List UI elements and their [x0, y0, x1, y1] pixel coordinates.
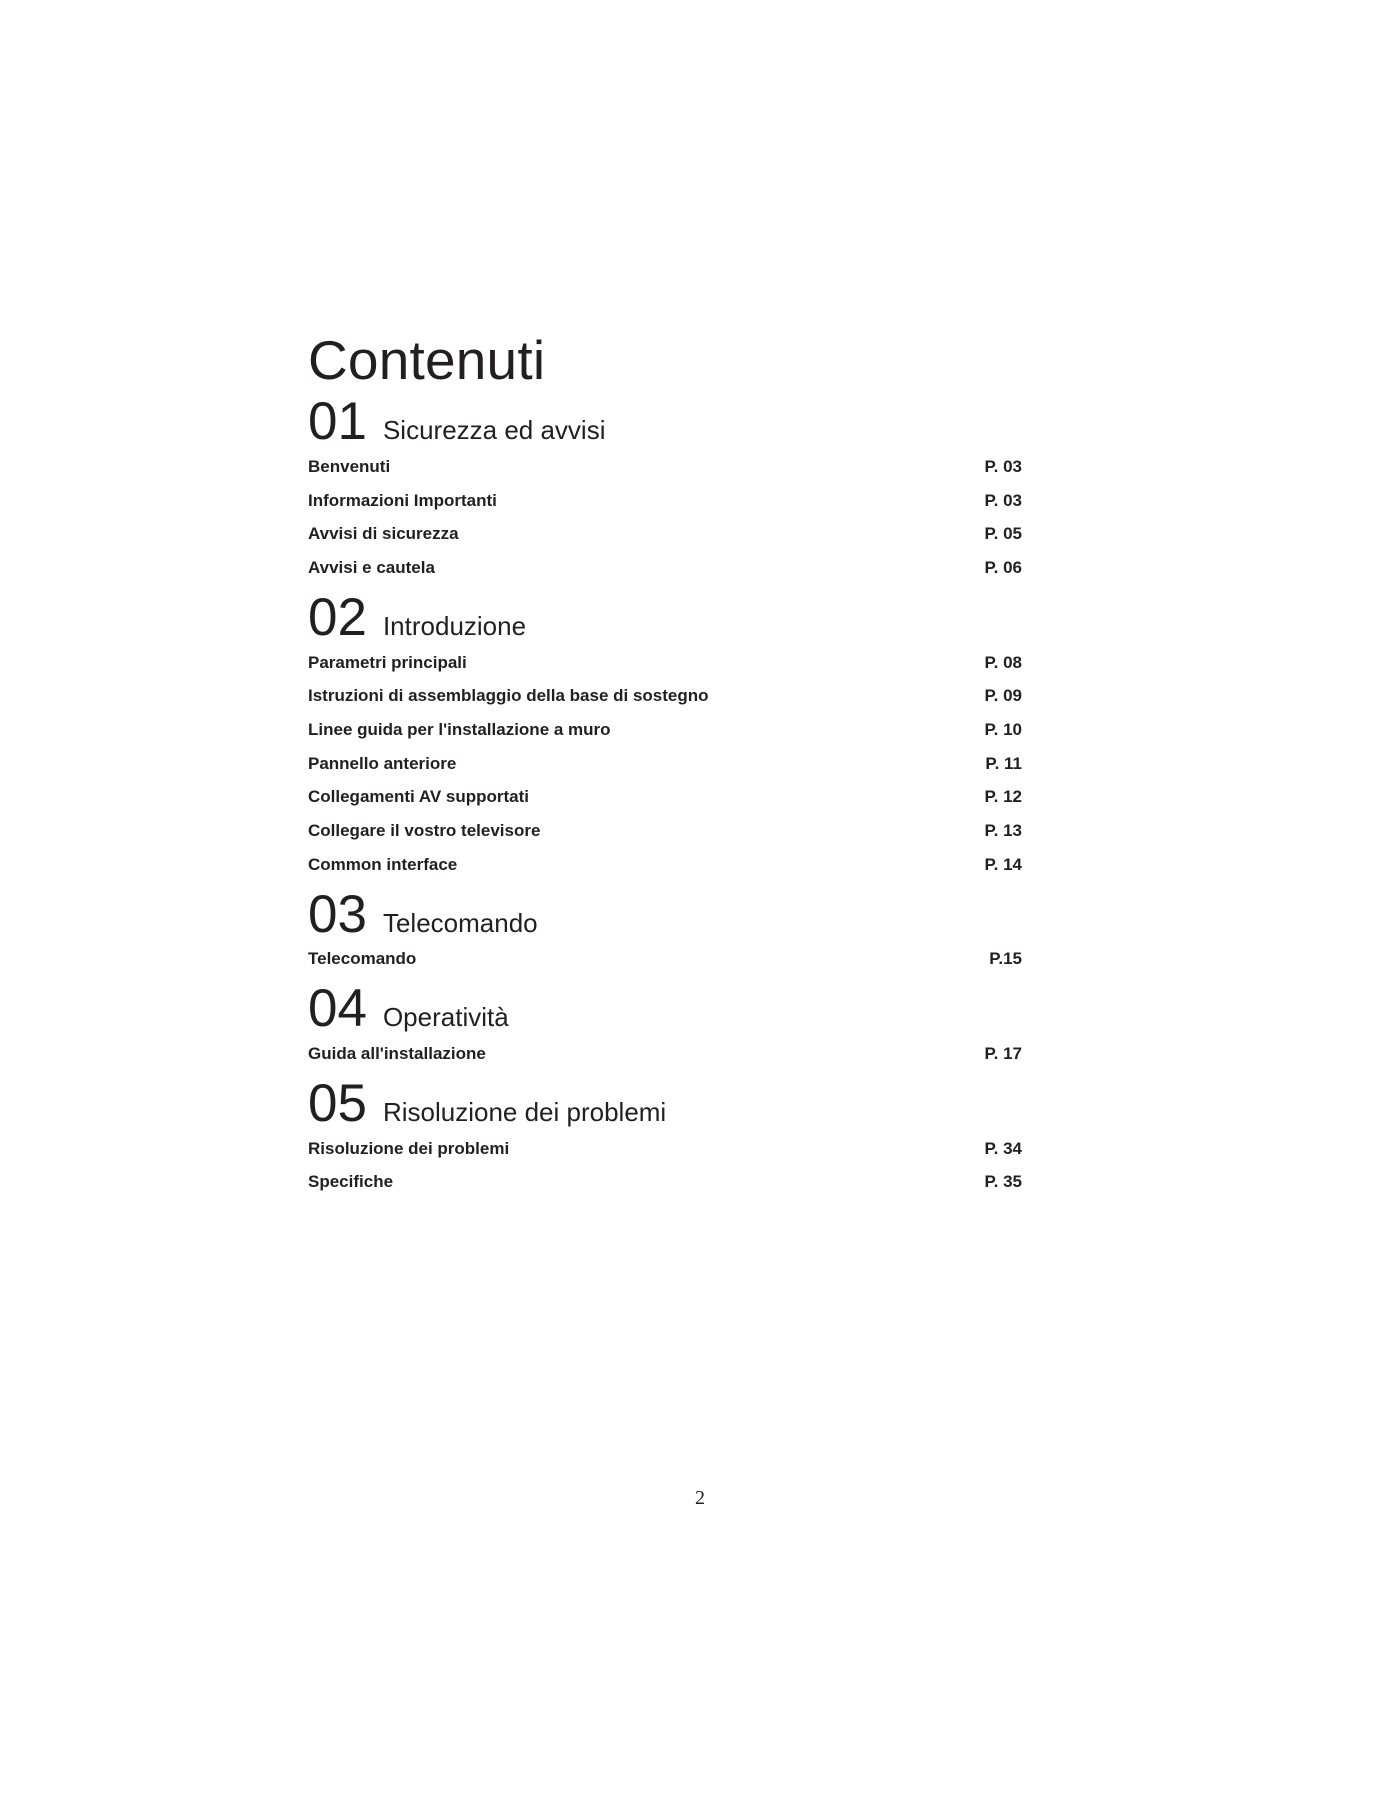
toc-entry-label: Avvisi e cautela: [308, 557, 435, 577]
toc-entry[interactable]: [308, 679, 1022, 713]
toc-entry-page: P. 35: [984, 1172, 1022, 1192]
toc-entry-page: P. 05: [984, 524, 1022, 544]
toc-entry-page: P. 11: [985, 753, 1022, 773]
section-title: Introduzione: [382, 610, 527, 641]
toc-entry-label: Guida all'installazione: [308, 1044, 486, 1064]
toc-entry[interactable]: [308, 551, 1022, 585]
section-heading: [308, 981, 1022, 1037]
toc-entry-page: P. 06: [984, 557, 1022, 577]
toc-sections: [308, 394, 1022, 1199]
section-heading: [308, 884, 1022, 944]
toc-entry[interactable]: [308, 747, 1022, 781]
toc-entry-label: Collegamenti AV supportati: [308, 787, 530, 807]
toc-entry-label: Specifiche: [308, 1172, 394, 1192]
toc-section-02: [308, 587, 1022, 882]
toc-entry[interactable]: [308, 517, 1022, 551]
section-title: Sicurezza ed avvisi: [382, 415, 606, 445]
section-number: 02: [308, 587, 367, 647]
toc-entry-label: Risoluzione dei problemi: [308, 1138, 510, 1158]
toc-entry-page: P. 14: [984, 854, 1022, 874]
toc-entry-page: P. 13: [984, 821, 1022, 841]
toc-entry-page: P. 03: [984, 490, 1022, 510]
toc-section-05: [308, 1073, 1022, 1199]
toc-section-04: [308, 981, 1022, 1071]
toc-section-01: [308, 394, 1022, 585]
toc-entry-page: P. 12: [984, 787, 1022, 807]
toc-entry-label: Parametri principali: [308, 652, 467, 672]
toc-section-03: [308, 884, 1022, 977]
section-entries: [308, 646, 1022, 882]
section-entries: [308, 1132, 1022, 1199]
toc-entry-page: P.15: [989, 949, 1022, 969]
page-title: Contenuti: [308, 329, 546, 391]
toc-entry[interactable]: [308, 848, 1022, 882]
section-title: Risoluzione dei problemi: [382, 1096, 667, 1127]
toc-entry[interactable]: [308, 713, 1022, 747]
toc-entry[interactable]: [308, 814, 1022, 848]
toc-entry-page: P. 10: [984, 719, 1022, 739]
toc-entry-page: P. 09: [984, 686, 1022, 706]
section-entries: [308, 450, 1022, 585]
toc-entry-page: P. 34: [984, 1138, 1022, 1158]
section-title: Operatività: [382, 1002, 509, 1033]
toc-entry-label: Istruzioni di assemblaggio della base di sostegno: [308, 686, 709, 706]
toc-entry-label: Common interface: [308, 854, 458, 874]
toc-entry-label: Benvenuti: [308, 456, 391, 476]
toc-entry-label: Telecomando: [308, 949, 417, 969]
toc-entry-page: P. 17: [984, 1044, 1022, 1064]
toc-entry-page: P. 08: [984, 652, 1022, 672]
section-number: 05: [308, 1073, 367, 1133]
page-number: 2: [695, 1487, 705, 1509]
toc-entry-label: Avvisi di sicurezza: [308, 524, 459, 544]
section-heading: [308, 394, 1022, 450]
toc-entry[interactable]: [308, 484, 1022, 518]
section-number: 04: [308, 979, 367, 1039]
toc-entry-label: Linee guida per l'installazione a muro: [308, 719, 611, 739]
toc-entry-label: Informazioni Importanti: [308, 490, 497, 510]
toc-entry-label: Pannello anteriore: [308, 753, 457, 773]
section-title: Telecomando: [382, 907, 538, 938]
toc-entry[interactable]: [308, 781, 1022, 815]
section-heading: [308, 587, 1022, 647]
table-of-contents: [308, 330, 1022, 1204]
toc-entry[interactable]: [308, 1166, 1022, 1200]
toc-entry-page: P. 03: [984, 456, 1022, 476]
section-heading: [308, 1073, 1022, 1133]
section-number: 01: [308, 392, 367, 451]
toc-entry-label: Collegare il vostro televisore: [308, 821, 541, 841]
section-number: 03: [308, 884, 367, 944]
